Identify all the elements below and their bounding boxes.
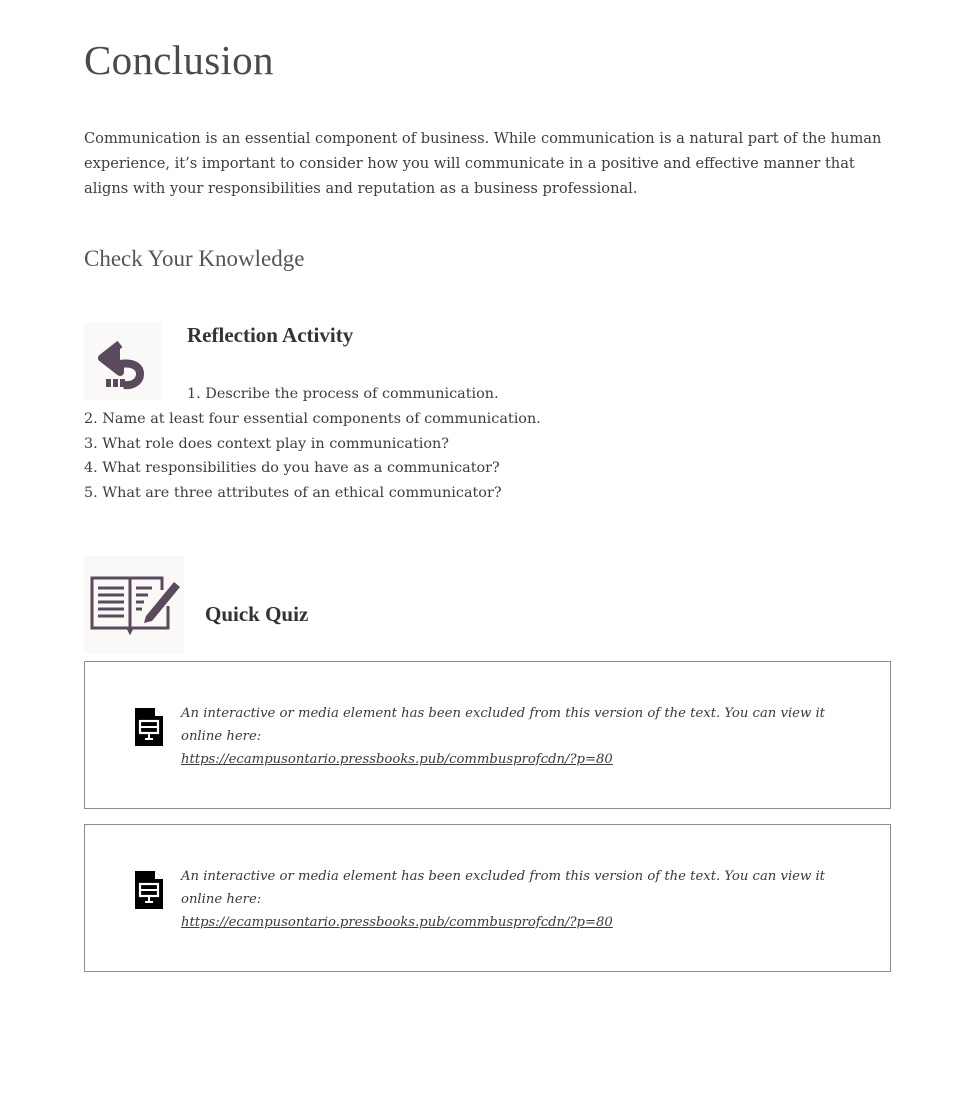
section-heading: Check Your Knowledge xyxy=(84,246,305,271)
presentation-file-icon xyxy=(135,708,163,746)
reflection-question: 1. Describe the process of communication. xyxy=(187,386,499,402)
reflection-question-list xyxy=(84,382,784,506)
excluded-media-note xyxy=(181,865,861,934)
reflection-heading: Reflection Activity xyxy=(187,323,354,347)
excluded-media-box xyxy=(84,661,891,809)
quiz-heading: Quick Quiz xyxy=(205,602,309,626)
excluded-media-box xyxy=(84,824,891,972)
excluded-media-note xyxy=(181,702,861,771)
page-title: Conclusion xyxy=(84,37,274,83)
reflection-question: 3. What role does context play in communication? xyxy=(84,435,450,452)
open-book-pencil-icon xyxy=(84,556,184,654)
online-version-link[interactable]: https://ecampusontario.pressbooks.pub/commbusprofcdn/?p=80 xyxy=(181,752,613,767)
excluded-media-message: An interactive or media element has been excluded from this version of the text. You can view it online here: xyxy=(181,869,825,907)
presentation-file-icon xyxy=(135,871,163,909)
reflection-question: 4. What responsibilities do you have as a communicator? xyxy=(84,460,500,477)
online-version-link[interactable]: https://ecampusontario.pressbooks.pub/commbusprofcdn/?p=80 xyxy=(181,915,613,930)
intro-paragraph: Communication is an essential component of business. While communication is a natural part of the human experience, it’s important to consider how you will communicate in a positive and effective manner that aligns with your responsibilities and reputation as a business professional. xyxy=(84,130,882,197)
reflection-question: 2. Name at least four essential components of communication. xyxy=(84,410,541,427)
reflection-question: 5. What are three attributes of an ethical communicator? xyxy=(84,485,502,502)
excluded-media-message: An interactive or media element has been excluded from this version of the text. You can view it online here: xyxy=(181,706,825,744)
